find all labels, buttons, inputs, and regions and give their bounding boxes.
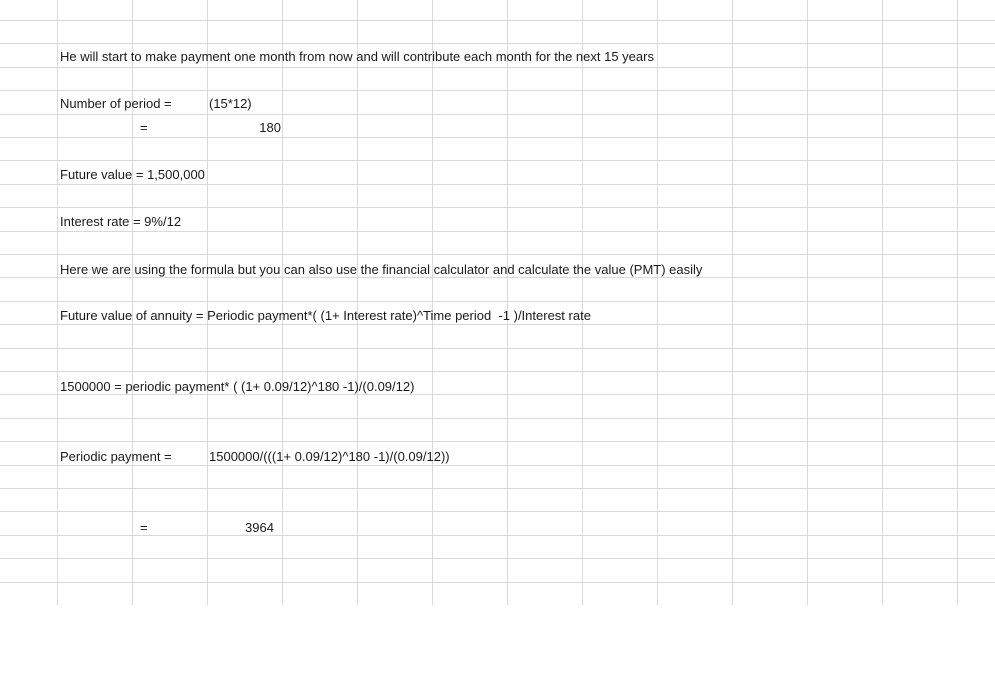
- future-value-text: Future value = 1,500,000: [60, 167, 205, 182]
- interest-rate-text: Interest rate = 9%/12: [60, 214, 182, 229]
- row-gridline: [0, 43, 995, 44]
- row-gridline: [0, 418, 995, 419]
- row-gridline: [0, 582, 995, 583]
- pmt-value: 3964: [245, 520, 274, 535]
- pmt-equals: =: [140, 520, 148, 535]
- pmt-label: Periodic payment =: [60, 449, 176, 464]
- row-gridline: [0, 20, 995, 21]
- row-gridline: [0, 67, 995, 68]
- row-gridline: [0, 184, 995, 185]
- periods-formula: (15*12): [209, 96, 252, 111]
- pmt-formula: 1500000/(((1+ 0.09/12)^180 -1)/(0.09/12)): [209, 449, 450, 464]
- row-gridline: [0, 207, 995, 208]
- row-gridline: [0, 90, 995, 91]
- row-gridline: [0, 254, 995, 255]
- row-gridline: [0, 324, 995, 325]
- row-gridline: [0, 371, 995, 372]
- row-gridline: [0, 301, 995, 302]
- fv-formula-text: Future value of annuity = Periodic payment*( (1+ Interest rate)^Time period -1 )/Interest rate: [60, 308, 591, 323]
- row-gridline: [0, 535, 995, 536]
- row-gridline: [0, 114, 995, 115]
- row-gridline: [0, 488, 995, 489]
- row-gridline: [0, 348, 995, 349]
- method-note-text: Here we are using the formula but you can also use the financial calculator and calculate the value (PMT) easily: [60, 262, 703, 277]
- row-gridline: [0, 231, 995, 232]
- periods-label: Number of period =: [60, 96, 176, 111]
- row-gridline: [0, 137, 995, 138]
- intro-text: He will start to make payment one month from now and will contribute each month for the next 15 years: [60, 49, 654, 64]
- row-gridline: [0, 465, 995, 466]
- substitution-text: 1500000 = periodic payment* ( (1+ 0.09/12)^180 -1)/(0.09/12): [60, 379, 415, 394]
- row-gridline: [0, 511, 995, 512]
- row-gridline: [0, 441, 995, 442]
- row-gridline: [0, 160, 995, 161]
- periods-equals: =: [140, 120, 148, 135]
- periods-value: 180: [259, 120, 281, 135]
- row-gridline: [0, 558, 995, 559]
